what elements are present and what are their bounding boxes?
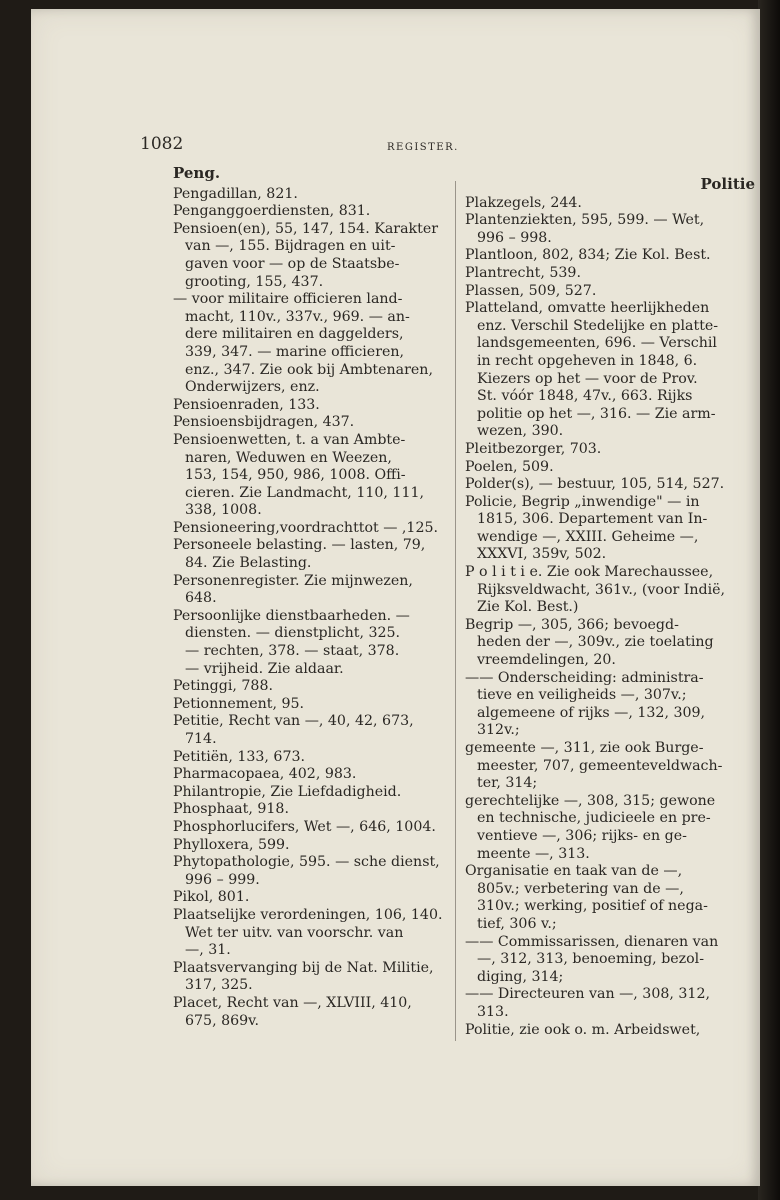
index-entry-line: Plantrecht, 539. — [465, 264, 581, 281]
index-entry — [173, 520, 473, 538]
index-entry — [173, 713, 473, 748]
index-entry-line: Pensioenwetten, t. a van Ambte- — [173, 431, 406, 448]
page-header — [140, 134, 620, 164]
index-entry-line: enz. Verschil Stedelijke en platte- — [477, 317, 719, 334]
index-entry-line: tief, 306 v.; — [477, 915, 557, 932]
index-entry-line: Pensioensbijdragen, 437. — [173, 414, 355, 431]
index-entry-line: P o l i t i e. Zie ook Marechaussee, — [465, 564, 714, 581]
index-entry-line: Plakzegels, 244. — [465, 194, 582, 211]
index-entry-line: diensten. — dienstplicht, 325. — [185, 625, 401, 642]
index-entry-line: 317, 325. — [185, 977, 253, 994]
index-entry — [465, 863, 757, 933]
index-entry-line: gaven voor — op de Staatsbe- — [185, 255, 400, 272]
index-entry — [173, 784, 473, 802]
index-entry-line: — rechten, 378. — staat, 378. — [185, 643, 400, 660]
guide-word-left: Peng. — [173, 164, 221, 182]
page-number: 1082 — [140, 134, 184, 154]
index-entry-line: Persoonlijke dienstbaarheden. — — [173, 607, 410, 624]
index-entry — [173, 837, 473, 855]
index-entry-line: Penganggoerdiensten, 831. — [173, 203, 371, 220]
index-entry — [465, 740, 757, 793]
index-entry — [173, 291, 473, 397]
index-entry-line: heden der —, 309v., zie toelating — [477, 634, 714, 651]
index-entry-line: Pengadillan, 821. — [173, 185, 298, 202]
index-entry-line: Plaatselijke verordeningen, 106, 140. — [173, 906, 443, 923]
index-entry — [173, 696, 473, 714]
index-entry-line: Phosphaat, 918. — [173, 801, 289, 818]
index-entry-line: —, 312, 313, benoeming, bezol- — [477, 951, 705, 968]
right-column — [465, 176, 757, 1039]
index-entry-line: Pikol, 801. — [173, 889, 250, 906]
index-entry — [173, 749, 473, 767]
index-entry-line: Onderwijzers, enz. — [185, 379, 320, 396]
index-entry-line: Petionnement, 95. — [173, 695, 305, 712]
index-entry-line: 996 – 998. — [477, 229, 552, 246]
index-entry-line: Placet, Recht van —, XLVIII, 410, — [173, 994, 412, 1011]
index-entry-line: van —, 155. Bijdragen en uit- — [185, 238, 396, 255]
book-spine — [758, 0, 780, 1200]
index-entry-line: Pleitbezorger, 703. — [465, 440, 602, 457]
index-entry-line: gemeente —, 311, zie ook Burge- — [465, 740, 704, 756]
index-entry-line: gerechtelijke —, 308, 315; gewone — [465, 792, 716, 809]
index-entry-line: dere militairen en daggelders, — [185, 326, 404, 343]
index-entry-line: 310v.; werking, positief of nega- — [477, 898, 708, 915]
index-entry-line: politie op het —, 316. — Zie arm- — [477, 405, 716, 422]
index-entry — [173, 819, 473, 837]
index-entry-line: Polder(s), — bestuur, 105, 514, 527. — [465, 476, 725, 493]
left-entries — [173, 186, 473, 1031]
index-entry-line: —, 31. — [185, 942, 231, 959]
index-entry-line: Petinggi, 788. — [173, 678, 273, 695]
running-head: REGISTER. — [387, 142, 459, 153]
index-entry-line: in recht opgeheven in 1848, 6. — [477, 352, 698, 369]
index-entry-line: Kiezers op het — voor de Prov. — [477, 370, 698, 387]
index-entry — [173, 573, 473, 608]
index-entry — [465, 212, 757, 247]
index-entry-line: Personenregister. Zie mijnwezen, — [173, 572, 413, 589]
index-entry-line: Petitiën, 133, 673. — [173, 748, 306, 765]
index-entry-line: Plassen, 509, 527. — [465, 282, 597, 299]
index-entry — [465, 247, 757, 265]
index-entry — [173, 801, 473, 819]
index-entry-line: —— Onderscheiding: administra- — [465, 669, 704, 686]
index-entry — [465, 459, 757, 477]
index-entry-line: en technische, judicieele en pre- — [477, 810, 711, 827]
index-entry-line: meente —, 313. — [477, 845, 590, 862]
index-entry-line: —— Directeuren van —, 308, 312, — [465, 986, 710, 1003]
index-entry-line: cieren. Zie Landmacht, 110, 111, — [185, 484, 425, 501]
index-entry-line: grooting, 155, 437. — [185, 273, 324, 290]
index-entry — [465, 195, 757, 213]
index-entry — [173, 608, 473, 678]
index-entry — [465, 283, 757, 301]
left-column — [173, 165, 473, 1030]
index-entry-line: enz., 347. Zie ook bij Ambtenaren, — [185, 361, 433, 378]
index-entry-line: Zie Kol. Best.) — [477, 599, 579, 616]
index-entry-line: ventieve —, 306; rijks- en ge- — [477, 827, 687, 844]
index-entry-line: landsgemeenten, 696. — Verschil — [477, 335, 717, 352]
index-entry-line: Pensioenraden, 133. — [173, 396, 320, 413]
index-entry-line: Platteland, omvatte heerlijkheden — [465, 300, 710, 317]
index-entry-line: Petitie, Recht van —, 40, 42, 673, — [173, 713, 414, 730]
index-entry-line: Personeele belasting. — lasten, 79, — [173, 537, 426, 554]
index-entry — [465, 617, 757, 670]
index-entry-line: meester, 707, gemeenteveldwach- — [477, 757, 723, 774]
index-entry — [465, 670, 757, 740]
index-entry-line: Pensioneering,voordrachttot — ,125. — [173, 519, 439, 536]
index-entry — [173, 766, 473, 784]
index-entry-line: Organisatie en taak van de —, — [465, 863, 683, 880]
index-entry-line: Phytopathologie, 595. — sche dienst, — [173, 854, 440, 871]
index-entry — [173, 907, 473, 960]
index-entry — [173, 537, 473, 572]
index-entry — [465, 986, 757, 1021]
index-entry-line: Begrip —, 305, 366; bevoegd- — [465, 616, 679, 633]
index-entry-line: XXXVI, 359v, 502. — [477, 546, 607, 563]
index-entry — [465, 476, 757, 494]
index-entry-line: vreemdelingen, 20. — [477, 652, 616, 669]
index-entry-line: diging, 314; — [477, 968, 564, 985]
index-entry — [465, 934, 757, 987]
index-entry-line: 312v.; — [477, 722, 520, 739]
index-entry-line: 675, 869v. — [185, 1012, 260, 1029]
index-entry-line: wendige —, XXIII. Geheime —, — [477, 528, 699, 545]
index-entry-line: — voor militaire officieren land- — [173, 291, 403, 308]
index-entry-line: Phosphorlucifers, Wet —, 646, 1004. — [173, 818, 436, 835]
index-entry-line: Plaatsvervanging bij de Nat. Militie, — [173, 959, 434, 976]
index-entry — [173, 221, 473, 291]
index-entry — [173, 854, 473, 889]
index-entry — [173, 889, 473, 907]
index-entry-line: 714. — [185, 731, 217, 747]
index-entry-line: naren, Weduwen en Weezen, — [185, 449, 392, 466]
index-entry-line: 338, 1008. — [185, 502, 262, 519]
index-entry — [465, 441, 757, 459]
index-entry — [465, 494, 757, 564]
index-entry-line: Policie, Begrip „inwendige" — in — [465, 493, 700, 510]
index-entry-line: 648. — [185, 590, 217, 607]
index-entry — [465, 265, 757, 283]
index-entry-line: 805v.; verbetering van de —, — [477, 880, 684, 897]
index-entry — [173, 960, 473, 995]
index-entry-line: 996 – 999. — [185, 871, 260, 888]
index-entry — [173, 186, 473, 204]
index-entry-line: — vrijheid. Zie aldaar. — [185, 660, 344, 677]
index-entry-line: Politie, zie ook o. m. Arbeidswet, — [465, 1021, 701, 1038]
index-entry-line: Wet ter uitv. van voorschr. van — [185, 924, 404, 941]
index-entry-line: 153, 154, 950, 986, 1008. Offi- — [185, 467, 406, 484]
guide-word-right: Politie — [700, 175, 755, 193]
index-entry — [173, 397, 473, 415]
right-entries — [465, 195, 757, 1040]
index-entry-line: Phylloxera, 599. — [173, 836, 290, 853]
index-entry-line: Poelen, 509. — [465, 458, 554, 475]
index-entry-line: ter, 314; — [477, 775, 538, 792]
index-entry — [173, 678, 473, 696]
index-entry-line: St. vóór 1848, 47v., 663. Rijks — [477, 388, 693, 405]
index-entry — [465, 1022, 757, 1040]
index-entry-line: Plantenziekten, 595, 599. — Wet, — [465, 212, 705, 229]
index-entry-line: 84. Zie Belasting. — [185, 555, 312, 572]
index-entry-line: 1815, 306. Departement van In- — [477, 511, 708, 528]
index-entry — [173, 203, 473, 221]
index-entry-line: algemeene of rijks —, 132, 309, — [477, 704, 706, 721]
index-entry-line: wezen, 390. — [477, 423, 564, 440]
index-entry-line: Rijksveldwacht, 361v., (voor Indië, — [477, 581, 726, 598]
index-entry-line: Pensioen(en), 55, 147, 154. Karakter — [173, 220, 439, 237]
index-entry-line: —— Commissarissen, dienaren van — [465, 933, 719, 950]
index-entry-line: Philantropie, Zie Liefdadigheid. — [173, 783, 402, 800]
index-entry-line: Pharmacopaea, 402, 983. — [173, 766, 357, 783]
index-entry — [465, 793, 757, 863]
index-entry — [173, 995, 473, 1030]
index-entry — [173, 414, 473, 432]
index-entry — [173, 432, 473, 520]
index-entry-line: 339, 347. — marine officieren, — [185, 343, 405, 360]
index-entry-line: Plantloon, 802, 834; Zie Kol. Best. — [465, 247, 711, 264]
index-entry-line: tieve en veiligheids —, 307v.; — [477, 687, 687, 704]
index-entry-line: 313. — [477, 1003, 509, 1020]
index-entry — [465, 300, 757, 441]
index-entry — [465, 564, 757, 617]
index-entry-line: macht, 110v., 337v., 969. — an- — [185, 308, 410, 325]
